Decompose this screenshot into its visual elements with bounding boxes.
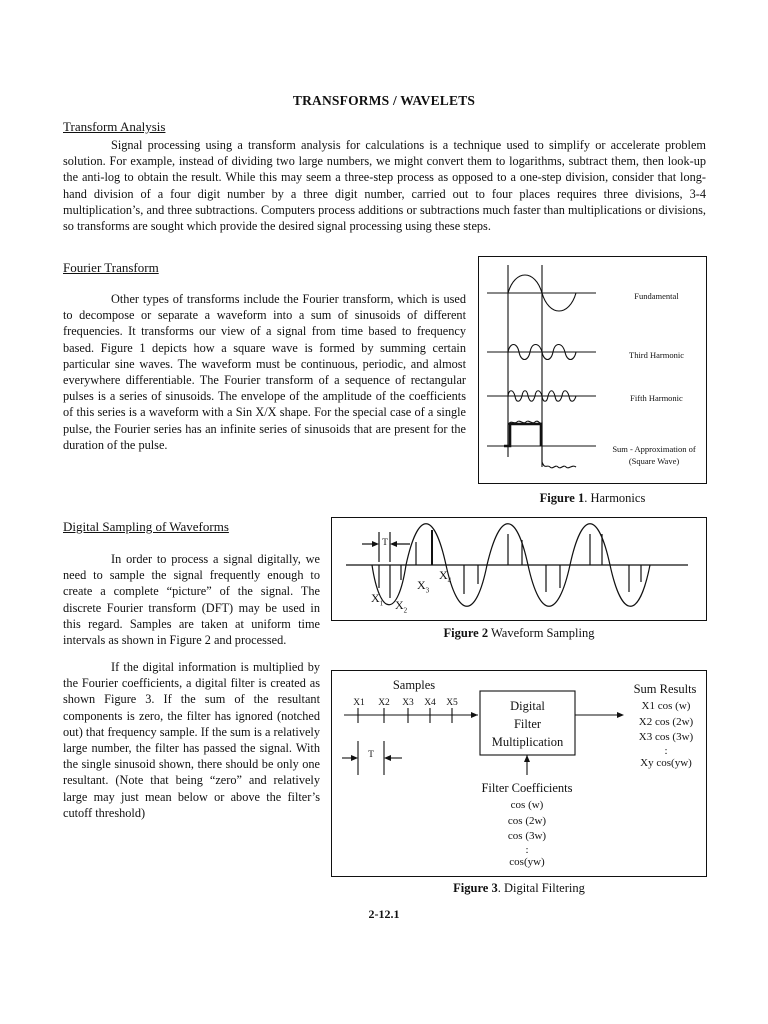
paragraph-digital-sampling-1: In order to process a signal digitally, we need to sample the signal frequently enough to create a complete “picture” of the signal. The discrete Fourier transform (DFT) may be used in this regard. Samples are taken at uniform time intervals as shown in Figure 2 and processed. — [63, 552, 320, 648]
paragraph-transform-analysis: Signal processing using a transform analysis for calculations is a technique used to simplify or accelerate problem solution. For example, instead of dividing two large numbers, we might convert them to logarithms, subtract them, then look-up the anti-log to obtain the result. While this may seem a three-step process as opposed to a one-step division, consider that long-hand division of a four digit number by a three digit number, carried out to four places requires three divisions, 3-4 multiplication’s, and three subtractions. Computers process additions or subtractions much faster than multiplications or divisions, so transforms are sought which provide the desired signal processing using these steps. — [63, 138, 706, 234]
figure-1-harmonics — [478, 256, 707, 484]
fig3-coeff-1: cos (w) — [510, 799, 544, 811]
figure-3-caption: Figure 3. Digital Filtering — [453, 881, 585, 895]
fig3-result-2: X2 cos (2w) — [638, 715, 694, 728]
fig3-sum-results-label: Sum Results — [633, 682, 697, 696]
label-third-harmonic: Third Harmonic — [629, 350, 684, 360]
heading-digital-sampling: Digital Sampling of Waveforms — [63, 519, 229, 534]
heading-fourier-transform: Fourier Transform — [63, 260, 159, 275]
figure-2-waveform-sampling — [331, 517, 707, 621]
fig3-sample-x3: X3 — [402, 698, 414, 708]
page-title: TRANSFORMS / WAVELETS — [292, 93, 476, 108]
label-square-wave: (Square Wave) — [628, 456, 680, 466]
fig3-coeff-dots: : — [525, 843, 529, 856]
figure-3-digital-filtering — [331, 670, 707, 877]
fig3-box-line-3: Multiplication — [491, 735, 564, 749]
page-number: 2-12.1 — [368, 907, 400, 921]
fig3-filter-coefficients-label: Filter Coefficients — [481, 781, 573, 795]
fig3-box-line-2: Filter — [513, 717, 542, 731]
label-fundamental: Fundamental — [634, 291, 679, 301]
fig3-sample-x1: X1 — [353, 698, 365, 708]
fig2-x4-label: $X_4$ — [439, 568, 452, 585]
fig2-t-label: T — [382, 538, 388, 548]
label-sum-approx: Sum - Approximation of — [612, 444, 696, 454]
fig3-samples-label: Samples — [392, 678, 436, 692]
label-fifth-harmonic: Fifth Harmonic — [630, 393, 683, 403]
fig3-coeff-2: cos (2w) — [507, 814, 547, 827]
fig3-result-dots: : — [664, 744, 668, 757]
fig3-result-3: X3 cos (3w) — [638, 731, 694, 743]
figure-2-caption: Figure 2 Waveform Sampling — [443, 626, 595, 640]
fig3-sample-x4: X4 — [424, 698, 436, 708]
fig3-coeff-y: cos(yw) — [509, 855, 545, 868]
heading-transform-analysis: Transform Analysis — [63, 119, 166, 134]
fig3-result-y: Xy cos(yw) — [640, 756, 692, 769]
figure-2-graphic — [332, 518, 708, 622]
fig2-x3-label: $X_3$ — [417, 578, 430, 595]
fig3-sample-x2: X2 — [378, 698, 390, 708]
fig3-filter-box — [480, 697, 575, 751]
fig3-coefficient-list — [487, 798, 567, 870]
fig2-x1-label: $X_1$ — [371, 591, 384, 608]
fig3-coeff-3: cos (3w) — [507, 830, 547, 842]
fig3-t-label: T — [368, 750, 374, 760]
fig2-x2-label: $X_2$ — [395, 598, 408, 615]
figure-1-caption: Figure 1. Harmonics — [539, 491, 646, 505]
paragraph-digital-sampling-2: If the digital information is multiplied by the Fourier coefficients, a digital filter is created as shown Figure 3. If the sum of the resultant components is zero, the filter has ignored (notched out) that frequency sample. If the sum is a relatively large number, the filter has passed the signal. With the single sinusoid shown, there should be only one resultant. (Note that being “zero” and relatively large may just mean below or above the filter’s cutoff threshold) — [63, 660, 320, 820]
paragraph-fourier-transform: Other types of transforms include the Fourier transform, which is used to decompose or separate a waveform into a sum of sinusoids of different frequencies. It transforms our view of a signal from time based to frequency based. Figure 1 depicts how a square wave is formed by summing certain particular sine waves. The waveform must be continuous, periodic, and almost everywhere differentiable. The Fourier transform of a sequence of rectangular pulses is a series of sinusoids. The envelope of the amplitude of the coefficients of this series is a waveform with a Sin X/X shape. For the special case of a single pulse, the Fourier series has an infinite series of sinusoids that are present for the duration of the pulse. — [63, 292, 466, 452]
fig3-sample-x5: X5 — [446, 698, 458, 708]
fig3-results-list — [626, 699, 706, 771]
fig3-result-1: X1 cos (w) — [641, 700, 691, 712]
fig3-box-line-1: Digital — [510, 699, 545, 713]
